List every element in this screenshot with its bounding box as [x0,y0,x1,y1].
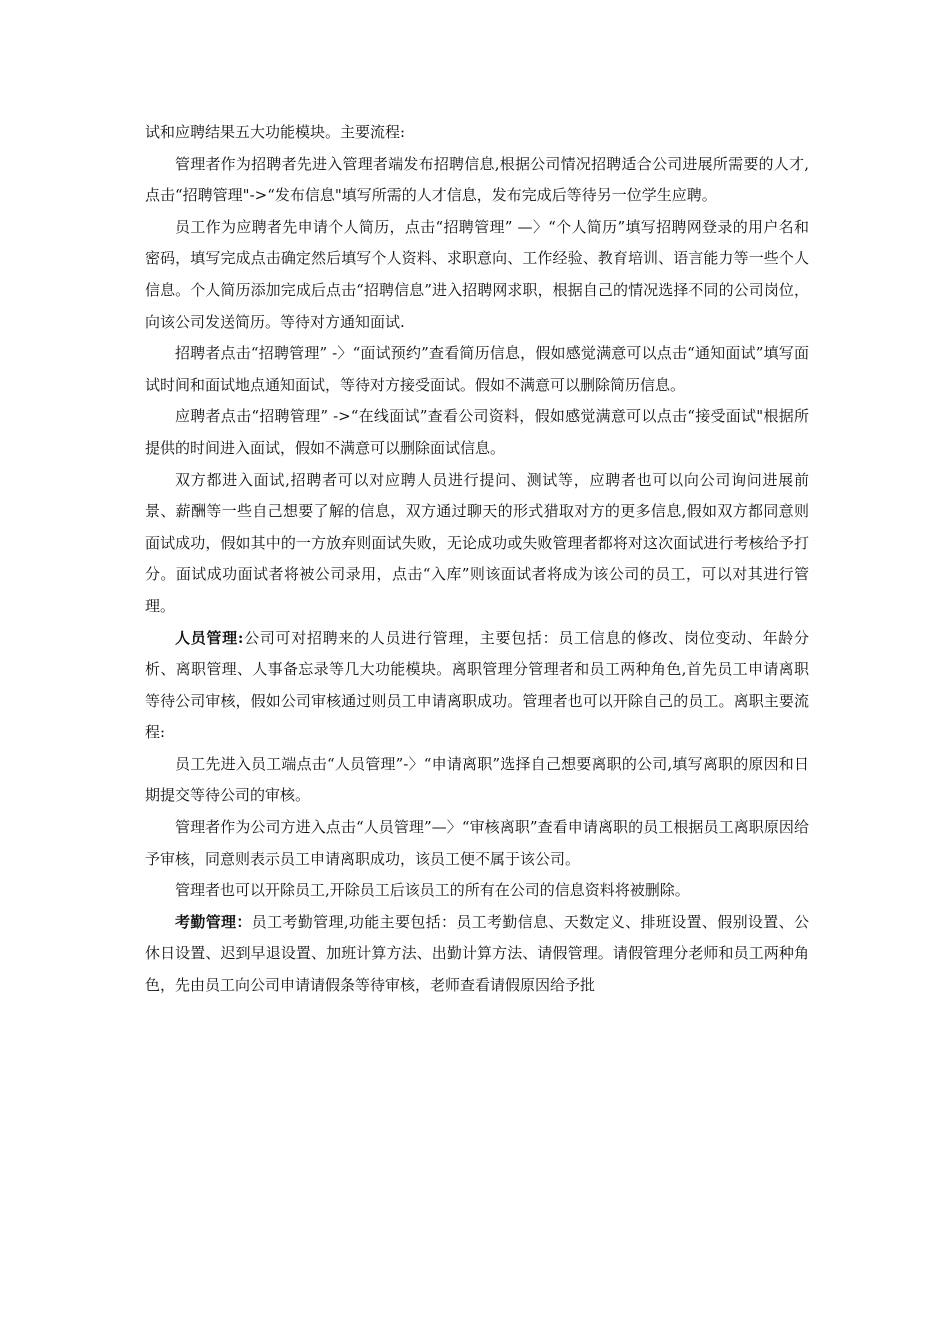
paragraph-text: 双方都进入面试,招聘者可以对应聘人员进行提问、测试等，应聘者也可以向公司询问进展前景、薪酬等一些自己想要了解的信息，双方通过聊天的形式猎取对方的更多信息,假如双方都同意则面试成功，假如其中的一方放弃则面试失败，无论成功或失败管理者都将对这次面试进行考核给予打分。面试成功面试者将被公司录用，点击“入库”则该面试者将成为该公司的员工，可以对其进行管理。 [145,470,809,615]
paragraph-dismissal [145,875,809,907]
paragraph-applicant-resume [145,212,809,338]
document-page [145,117,809,1002]
paragraph-recruiter-flow [145,149,809,212]
paragraph-text: 公司可对招聘来的人员进行管理，主要包括：员工信息的修改、岗位变动、年龄分析、离职管理、人事备忘录等几大功能模块。离职管理分管理者和员工两种角色,首先员工申请离职等待公司审核，假如公司审核通过则员工申请离职成功。管理者也可以开除自己的员工。离职主要流程: [145,628,809,742]
paragraph-text: 应聘者点击“招聘管理” ->“在线面试”查看公司资料，假如感觉满意可以点击“接受面试"根据所提供的时间进入面试，假如不满意可以删除面试信息。 [145,407,809,457]
paragraph-text: 管理者也可以开除员工,开除员工后该员工的所有在公司的信息资料将被删除。 [175,881,690,900]
paragraph-text: 员工作为应聘者先申请个人简历，点击“招聘管理” —〉“个人简历”填写招聘网登录的用户名和密码，填写完成点击确定然后填写个人资料、求职意向、工作经验、教育培训、语言能力等一些个人信息。个人简历添加完成后点击“招聘信息”进入招聘网求职，根据自己的情况选择不同的公司岗位，向该公司发送简历。等待对方通知面试. [145,217,809,331]
section-heading: 人员管理: [175,628,244,647]
paragraph-text: 员工考勤管理,功能主要包括：员工考勤信息、天数定义、排班设置、假别设置、公休日设置、迟到早退设置、加班计算方法、出勤计算方法、请假管理。请假管理分老师和员工两种角色，先由员工向公司申请请假条等待审核，老师查看请假原因给予批 [145,912,809,995]
paragraph-text: 员工先进入员工端点击“人员管理”-〉“申请离职”选择自己想要离职的公司,填写离职的原因和日期提交等待公司的审核。 [145,754,809,805]
paragraph-text: 招聘者点击“招聘管理” -〉“面试预约”查看简历信息，假如感觉满意可以点击“通知面试”填写面试时间和面试地点通知面试，等待对方接受面试。假如不满意可以删除简历信息。 [145,344,809,394]
section-heading: 考勤管理： [175,912,252,931]
paragraph-text: 管理者作为公司方进入点击“人员管理”—〉“审核离职”查看申请离职的员工根据员工离职原因给予审核，同意则表示员工申请离职成功，该员工便不属于该公司。 [145,818,809,868]
paragraph-resignation-apply [145,749,809,812]
paragraph-interview-process [145,465,809,623]
paragraph-interview-appointment [145,338,809,401]
paragraph-resignation-review [145,812,809,875]
paragraph-text: 试和应聘结果五大功能模块。主要流程: [145,123,406,141]
paragraph-personnel-management [145,623,809,749]
paragraph-continuation [145,117,809,149]
paragraph-text: 管理者作为招聘者先进入管理者端发布招聘信息,根据公司情况招聘适合公司进展所需要的人才,点击“招聘管理"->“发布信息"填写所需的人才信息，发布完成后等待另一位学生应聘。 [145,154,809,205]
paragraph-online-interview [145,401,809,464]
paragraph-attendance-management [145,907,809,1002]
